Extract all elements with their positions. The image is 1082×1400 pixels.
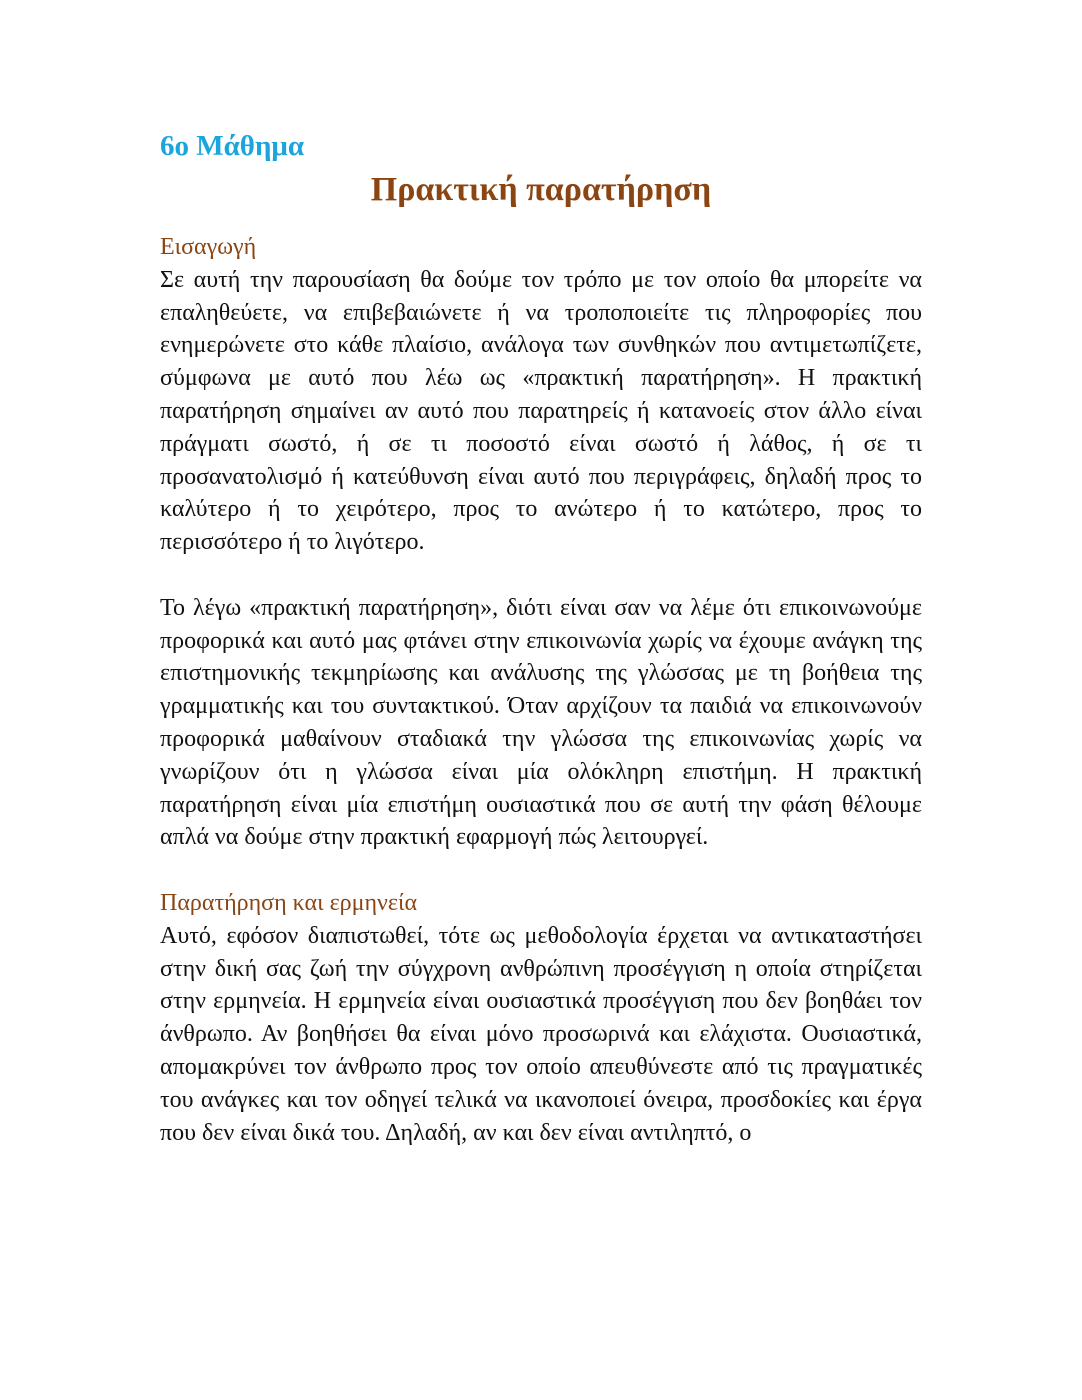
lesson-label: 6ο Μάθημα xyxy=(160,130,305,162)
document-page xyxy=(160,126,922,1149)
section-heading-introduction: Εισαγωγή xyxy=(160,234,257,260)
page-title: Πρακτική παρατήρηση xyxy=(370,171,712,208)
paragraph: Σε αυτή την παρουσίαση θα δούμε τον τρόπο με τον οποίο θα μπορείτε να επαληθεύετε, να επιβεβαιώνετε ή να τροποποιείτε τις πληροφορίες που ενημερώνετε στο κάθε πλαίσιο, ανάλογα των συνθηκών που αντιμετωπίζετε, σύμφωνα με αυτό που λέω ως «πρακτική παρατήρηση». Η πρακτική παρατήρηση σημαίνει αν αυτό που παρατηρείς ή κατανοείς στον άλλο είναι πράγματι σωστό, ή σε τι ποσοστό είναι σωστό ή λάθος, ή σε τι προσανατολισμό ή κατεύθυνση είναι αυτό που περιγράφεις, δηλαδή προς το καλύτερο ή το χειρότερο, προς το ανώτερο ή το κατώτερο, προς το περισσότερο ή το λιγότερο. xyxy=(160,266,922,556)
section-heading-observation-and-interpretation: Παρατήρηση και ερμηνεία xyxy=(160,889,418,916)
paragraph: Αυτό, εφόσον διαπιστωθεί, τότε ως μεθοδολογία έρχεται να αντικαταστήσει στην δική σας ζωή την σύγχρονη ανθρώπινη προσέγγιση η οποία στηρίζεται στην ερμηνεία. Η ερμηνεία είναι ουσιαστικά προσέγγιση που δεν βοηθάει τον άνθρωπο. Αν βοηθήσει θα είναι μόνο προσωρινά και ελάχιστα. Ουσιαστικά, απομακρύνει τον άνθρωπο προς τον οποίο απευθύνεστε από τις πραγματικές του ανάγκες και τον οδηγεί τελικά να ικανοποιεί όνειρα, προσδοκίες και έργα που δεν είναι δικά του. Δηλαδή, αν και δεν είναι αντιληπτό, ο xyxy=(160,922,922,1146)
paragraph: Το λέγω «πρακτική παρατήρηση», διότι είναι σαν να λέμε ότι επικοινωνούμε προφορικά και αυτό μας φτάνει στην επικοινωνία χωρίς να έχουμε ανάγκη της επιστημονικής τεκμηρίωσης και ανάλυσης της γλώσσας με τη βοήθεια της γραμματικής και του συντακτικού. Όταν αρχίζουν τα παιδιά να επικοινωνούν προφορικά μαθαίνουν σταδιακά την γλώσσα της επικοινωνίας χωρίς να γνωρίζουν ότι η γλώσσα είναι μία ολόκληρη επιστήμη. Η πρακτική παρατήρηση είναι μία επιστήμη ουσιαστικά που σε αυτή την φάση θέλουμε απλά να δούμε στην πρακτική εφαρμογή πώς λειτουργεί. xyxy=(160,594,922,851)
